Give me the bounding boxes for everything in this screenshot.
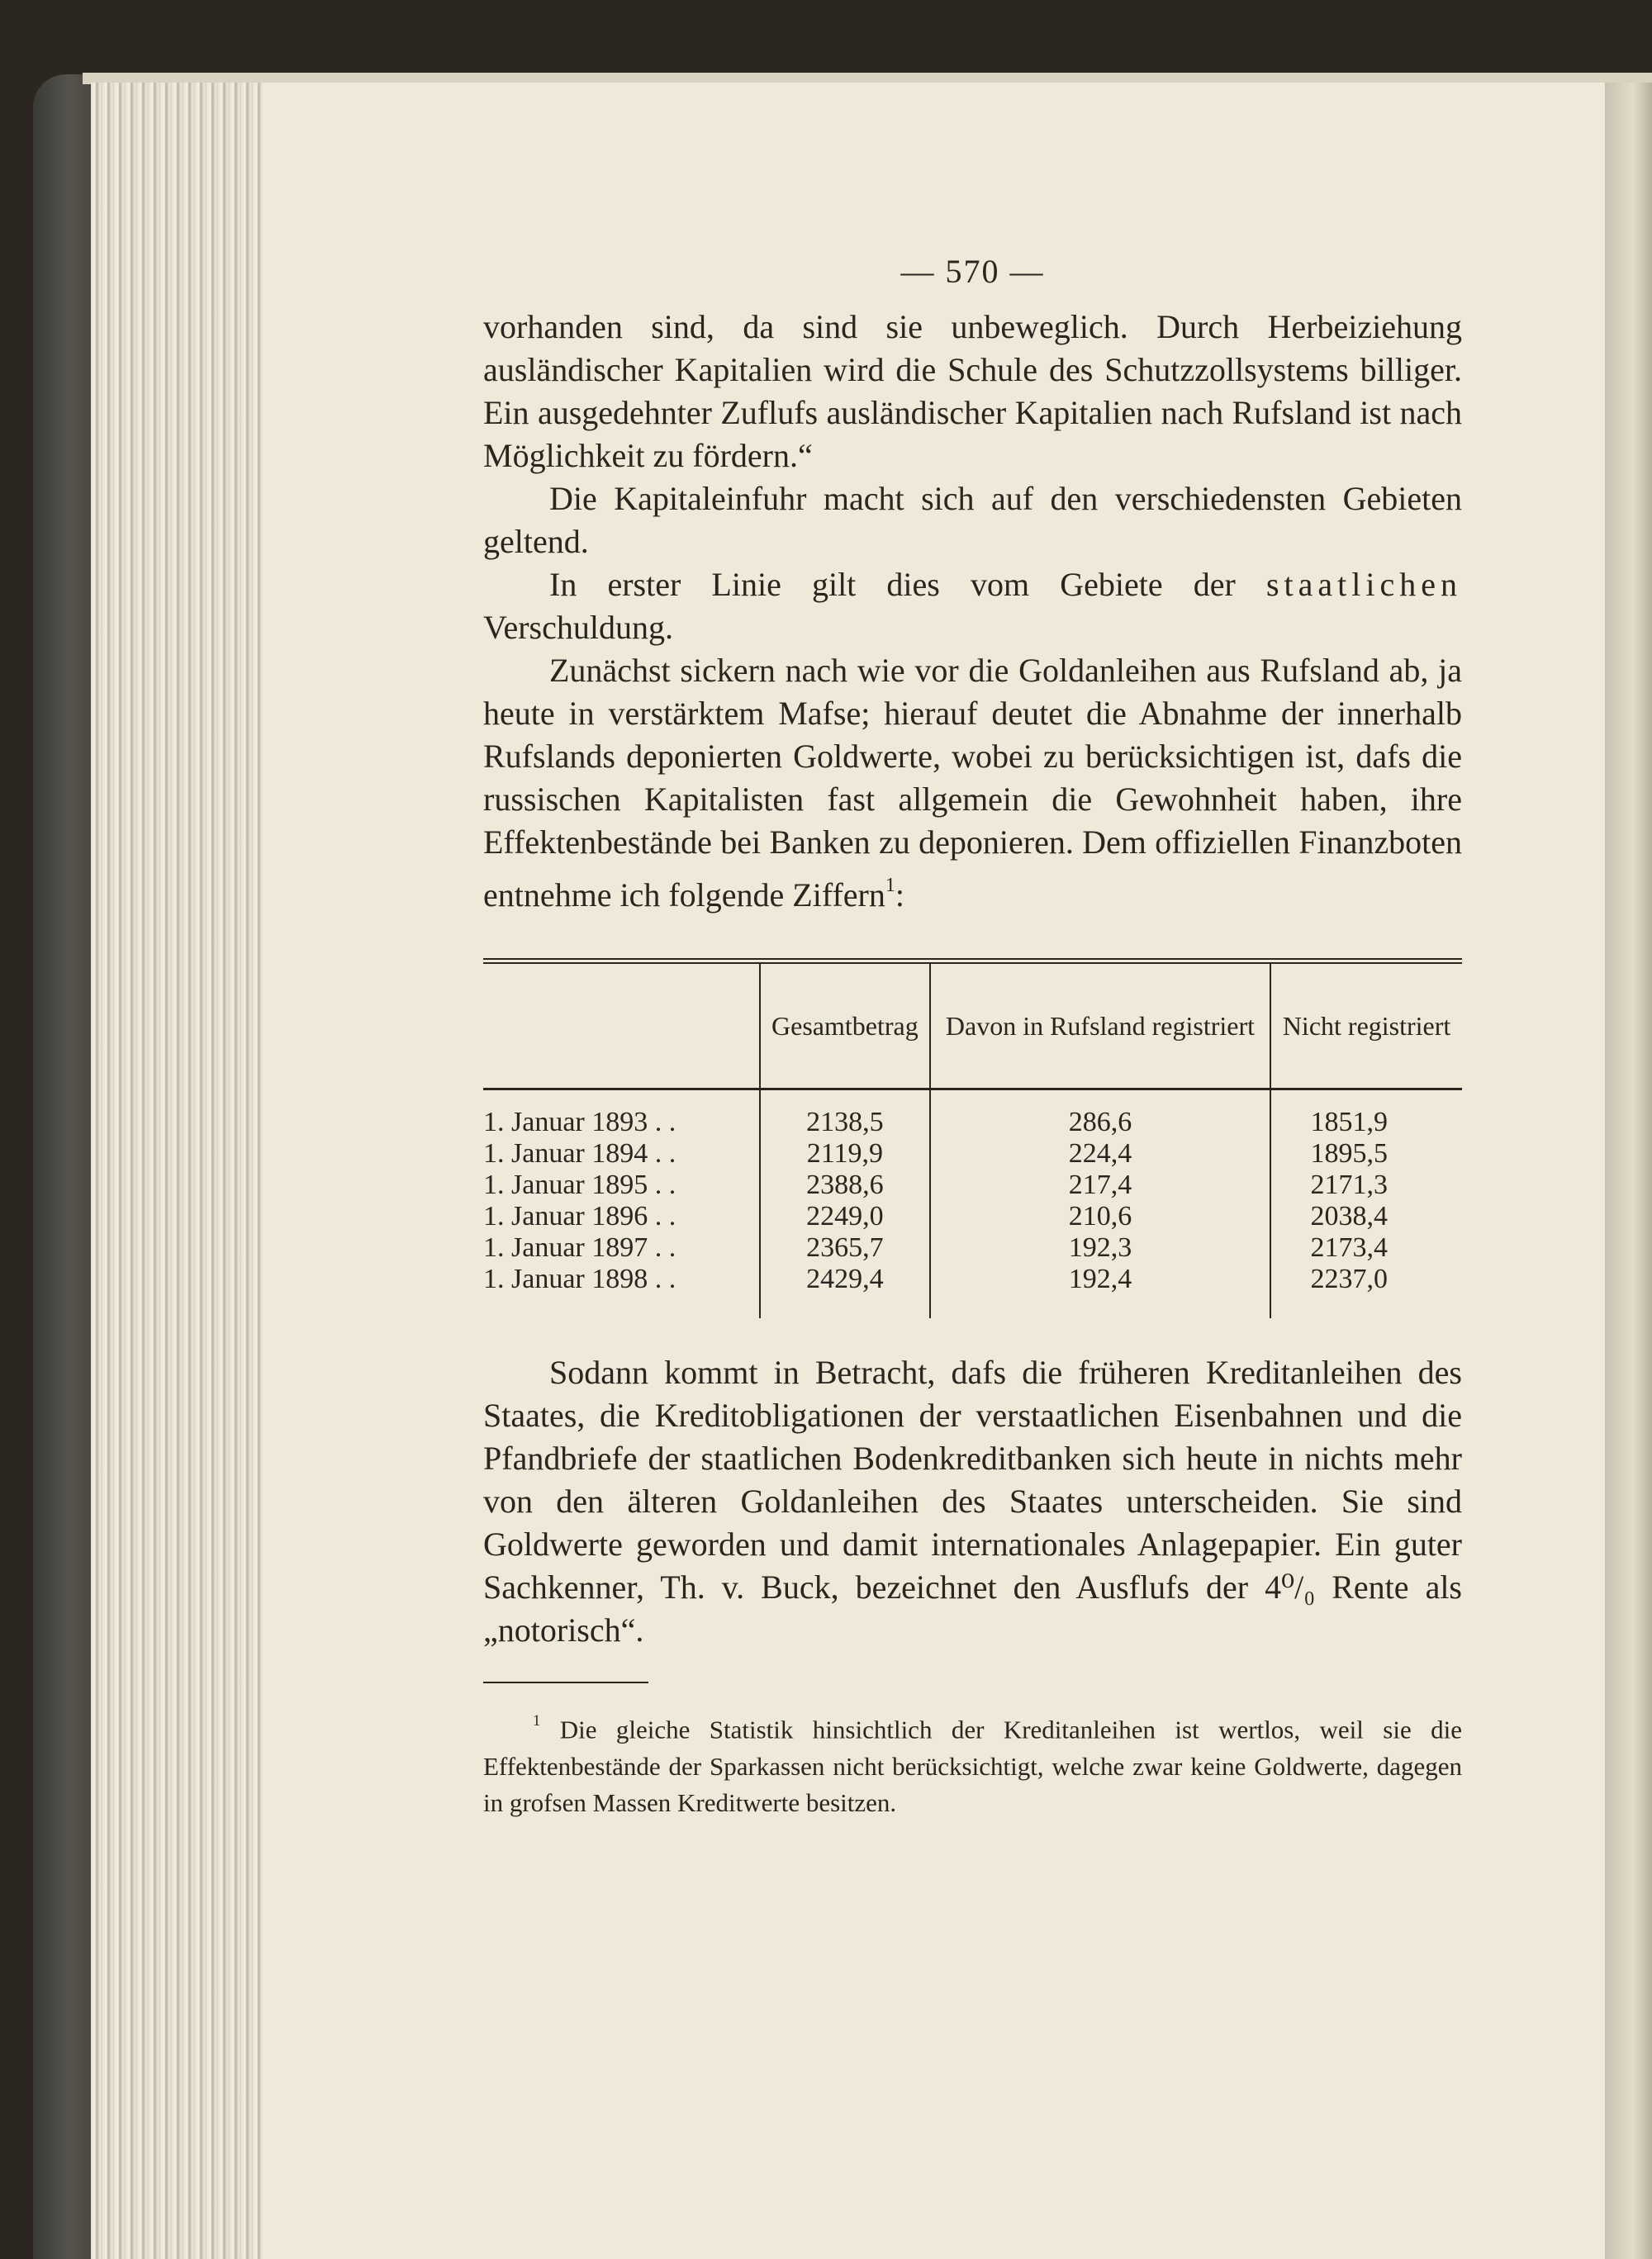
footnote xyxy=(483,1703,1462,1820)
table-cell-total: 2388,6 xyxy=(760,1170,930,1201)
table-cell-date: 1. Januar 1897 . . xyxy=(483,1232,760,1264)
table-cell-registered: 210,6 xyxy=(930,1201,1270,1232)
table-header-row xyxy=(483,961,1462,1089)
paragraph-4 xyxy=(483,649,1462,917)
table-cell-registered: 192,3 xyxy=(930,1232,1270,1264)
table-cell-date: 1. Januar 1894 . . xyxy=(483,1138,760,1170)
footnote-marker: 1 xyxy=(533,1712,541,1730)
facing-page-edge xyxy=(1605,83,1652,2259)
footnote-reference: 1 xyxy=(885,875,895,896)
paragraph-1: vorhanden sind, da sind sie unbeweglich. Durch Herbeiziehung ausländischer Kapitalien wird die Schule des Schutzzollsystems billiger. Ein ausgedehnter Zuflufs ausländischer Kapitalien nach Rufsland ist nach Möglichkeit zu fördern.“ xyxy=(483,308,1462,474)
table-cell-registered: 286,6 xyxy=(930,1089,1270,1139)
paragraph-4-end: : xyxy=(895,876,904,914)
table-cell-total: 2249,0 xyxy=(760,1201,930,1232)
table-row xyxy=(483,1089,1462,1139)
table-row xyxy=(483,1232,1462,1264)
footnote-divider xyxy=(483,1682,648,1683)
table-cell-date: 1. Januar 1898 . . xyxy=(483,1264,760,1318)
table-cell-unregistered: 1851,9 xyxy=(1270,1089,1462,1139)
footnote-text: Die gleiche Statistik hinsichtlich der Kreditanleihen ist wertlos, weil sie die Effektenbestände der Sparkassen nicht berücksichtigt, welche zwar keine Goldwerte, dagegen in grofsen Massen Kreditwerte besitzen. xyxy=(483,1715,1462,1817)
paragraph-3 xyxy=(483,563,1462,649)
table-row xyxy=(483,1264,1462,1318)
emphasized-word: staatlichen xyxy=(1265,566,1462,603)
table-cell-date: 1. Januar 1895 . . xyxy=(483,1170,760,1201)
table-cell-total: 2365,7 xyxy=(760,1232,930,1264)
table-cell-date: 1. Januar 1896 . . xyxy=(483,1201,760,1232)
paragraph-3-end: Verschuldung. xyxy=(483,609,673,646)
table-header-registered: Davon in Rufsland registriert xyxy=(930,961,1270,1089)
table-cell-unregistered: 2171,3 xyxy=(1270,1170,1462,1201)
table-cell-unregistered: 2038,4 xyxy=(1270,1201,1462,1232)
table-cell-unregistered: 2173,4 xyxy=(1270,1232,1462,1264)
table-cell-total: 2138,5 xyxy=(760,1089,930,1139)
page-number: — 570 — xyxy=(900,253,1045,290)
table-header-unregistered: Nicht registriert xyxy=(1270,961,1462,1089)
table-row xyxy=(483,1201,1462,1232)
page-content xyxy=(483,252,1462,1821)
gold-values-table xyxy=(483,958,1462,1318)
page-stack-edges xyxy=(91,83,268,2259)
table-header-date xyxy=(483,961,760,1089)
table-cell-total: 2119,9 xyxy=(760,1138,930,1170)
table-cell-date: 1. Januar 1893 . . xyxy=(483,1089,760,1139)
table-cell-registered: 192,4 xyxy=(930,1264,1270,1318)
table-row xyxy=(483,1138,1462,1170)
table-cell-registered: 224,4 xyxy=(930,1138,1270,1170)
table-header-total: Gesamtbetrag xyxy=(760,961,930,1089)
table-cell-registered: 217,4 xyxy=(930,1170,1270,1201)
paragraph-4-text: Zunächst sickern nach wie vor die Goldanleihen aus Rufsland ab, ja heute in verstärktem Mafse; hierauf deutet die Abnahme der innerhalb Rufslands deponierten Goldwerte, wobei zu berücksichtigen ist, dafs die russischen Kapitalisten fast allgemein die Gewohnheit haben, ihre Effektenbestände bei Banken zu deponieren. Dem offiziellen Finanzboten entnehme ich folgende Ziffern xyxy=(483,652,1462,914)
table-cell-unregistered: 2237,0 xyxy=(1270,1264,1462,1318)
table-row xyxy=(483,1170,1462,1201)
paragraph-5: Sodann kommt in Betracht, dafs die früheren Kreditanleihen des Staates, die Kreditobligationen der verstaatlichen Eisenbahnen und die Pfandbriefe der staatlichen Bodenkreditbanken sich heute in nichts mehr von den älteren Goldanleihen des Staates unterscheiden. Sie sind Goldwerte geworden und damit internationales Anlagepapier. Ein guter Sachkenner, Th. v. Buck, bezeichnet den Ausflufs der 4⁰/₀ Rente als „notorisch“. xyxy=(483,1354,1462,1649)
paragraph-3-start: In erster Linie gilt dies vom Gebiete der xyxy=(549,566,1266,603)
paragraph-2: Die Kapitaleinfuhr macht sich auf den verschiedensten Gebieten geltend. xyxy=(483,480,1462,560)
table-cell-unregistered: 1895,5 xyxy=(1270,1138,1462,1170)
table-cell-total: 2429,4 xyxy=(760,1264,930,1318)
